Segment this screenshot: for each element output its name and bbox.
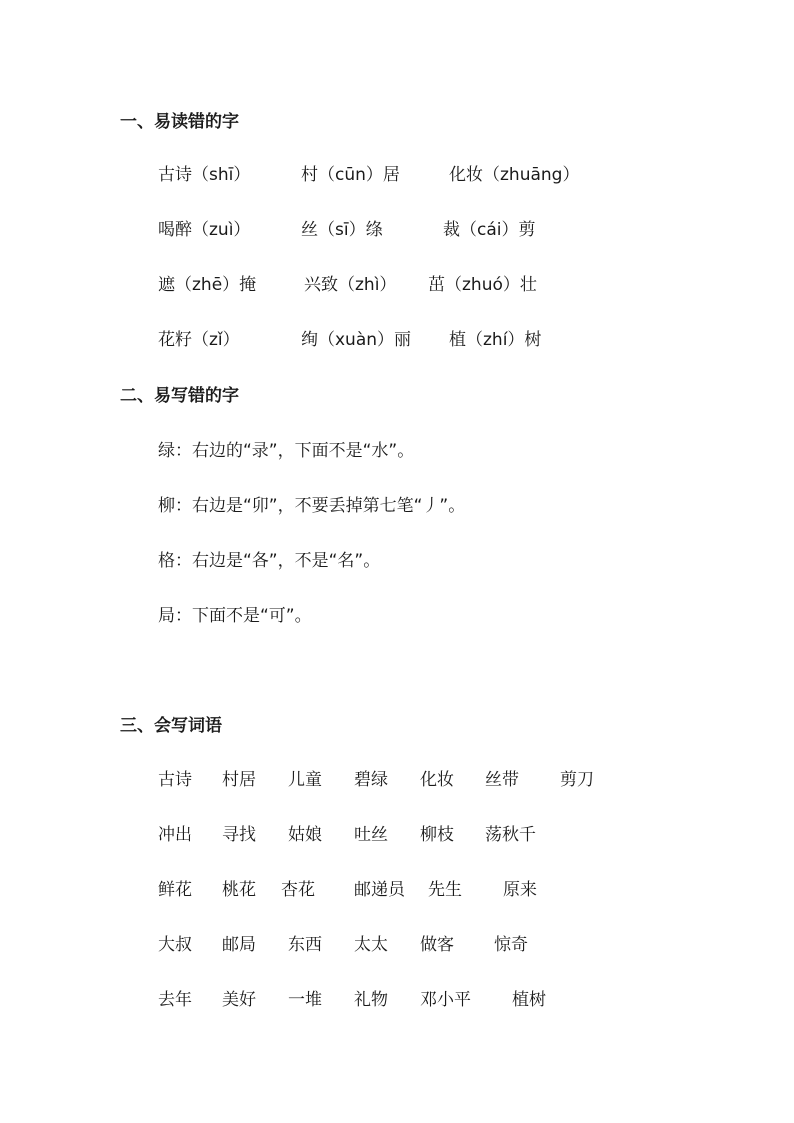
pinyin-row (0, 270, 794, 294)
pinyin-item: 绚（xuàn）丽 (301, 330, 412, 350)
pinyin-item: 化妆（zhuāng） (449, 165, 580, 185)
vocab-word: 太太 (354, 935, 388, 955)
pinyin-item: 植（zhí）树 (449, 330, 542, 350)
vocab-word: 原来 (503, 880, 537, 900)
writing-note: 局：下面不是“可”。 (158, 606, 312, 626)
vocab-word: 邓小平 (420, 990, 471, 1010)
pinyin-item: 茁（zhuó）壮 (428, 275, 537, 295)
pinyin-item: 遮（zhē）掩 (158, 275, 257, 295)
pinyin-item: 古诗（shī） (158, 165, 251, 185)
pinyin-item: 花籽（zǐ） (158, 330, 240, 350)
section-3-title: 三、会写词语 (120, 716, 222, 736)
vocab-word: 做客 (420, 935, 454, 955)
vocab-word: 柳枝 (420, 825, 454, 845)
vocab-word: 寻找 (222, 825, 256, 845)
vocab-row (0, 985, 794, 1009)
vocab-word: 古诗 (158, 770, 192, 790)
pinyin-row (0, 160, 794, 184)
pinyin-row (0, 215, 794, 239)
writing-note: 绿：右边的“录”，下面不是“水”。 (158, 441, 415, 461)
pinyin-row (0, 325, 794, 349)
vocab-word: 化妆 (420, 770, 454, 790)
vocab-word: 植树 (512, 990, 546, 1010)
vocab-word: 姑娘 (288, 825, 322, 845)
pinyin-item: 喝醉（zuì） (158, 220, 251, 240)
vocab-word: 荡秋千 (485, 825, 536, 845)
pinyin-item: 裁（cái）剪 (443, 220, 536, 240)
vocab-word: 邮递员 (354, 880, 405, 900)
vocab-row (0, 875, 794, 899)
vocab-word: 桃花 (222, 880, 256, 900)
section-1-title: 一、易读错的字 (120, 112, 239, 132)
vocab-word: 东西 (288, 935, 322, 955)
vocab-word: 儿童 (288, 770, 322, 790)
vocab-word: 冲出 (158, 825, 192, 845)
vocab-word: 礼物 (354, 990, 388, 1010)
vocab-row (0, 820, 794, 844)
vocab-word: 一堆 (288, 990, 322, 1010)
vocab-word: 村居 (222, 770, 256, 790)
vocab-row (0, 765, 794, 789)
vocab-word: 美好 (222, 990, 256, 1010)
vocab-word: 杏花 (281, 880, 315, 900)
vocab-word: 吐丝 (354, 825, 388, 845)
pinyin-item: 兴致（zhì） (304, 275, 397, 295)
vocab-word: 邮局 (222, 935, 256, 955)
pinyin-item: 丝（sī）绦 (301, 220, 383, 240)
vocab-word: 去年 (158, 990, 192, 1010)
writing-note: 柳：右边是“卯”，不要丢掉第七笔“丿”。 (158, 496, 466, 516)
writing-note: 格：右边是“各”，不是“名”。 (158, 551, 381, 571)
vocab-word: 大叔 (158, 935, 192, 955)
vocab-word: 先生 (428, 880, 462, 900)
vocab-word: 碧绿 (354, 770, 388, 790)
vocab-word: 剪刀 (560, 770, 594, 790)
vocab-row (0, 930, 794, 954)
section-2-title: 二、易写错的字 (120, 386, 239, 406)
pinyin-item: 村（cūn）居 (301, 165, 400, 185)
vocab-word: 丝带 (485, 770, 519, 790)
vocab-word: 惊奇 (494, 935, 528, 955)
vocab-word: 鲜花 (158, 880, 192, 900)
